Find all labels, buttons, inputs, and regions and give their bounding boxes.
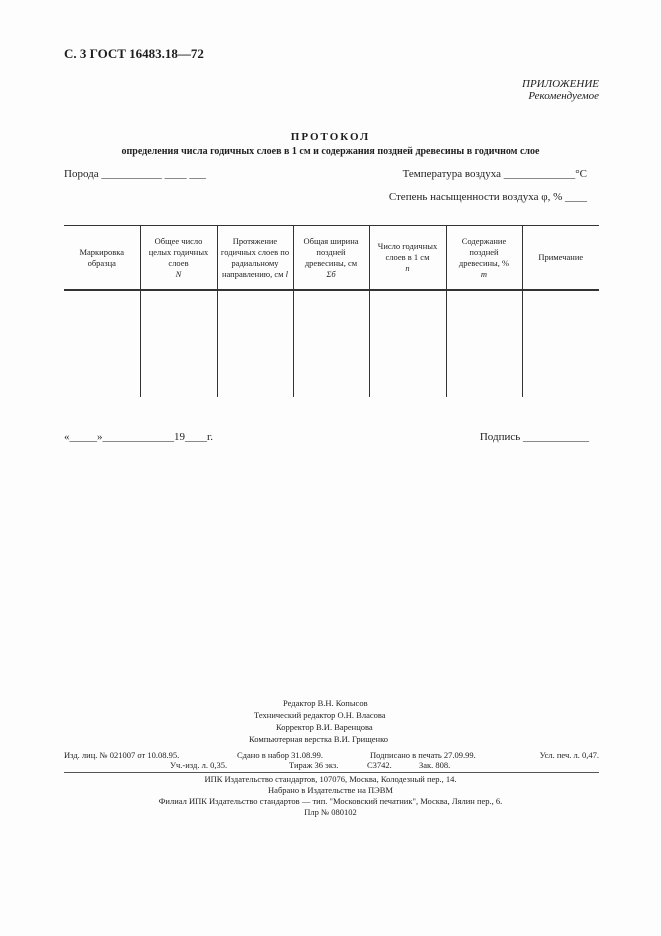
table-cell (446, 290, 522, 397)
column-header: Примечание (522, 226, 599, 291)
protocol-title: ПРОТОКОЛ (290, 131, 371, 143)
species-field: Порода ___________ ____ ___ (64, 168, 206, 180)
column-header: Число годичных слоев в 1 см n (369, 226, 446, 291)
imprint-code: С3742. (367, 760, 392, 770)
table-row (64, 290, 599, 397)
imprint-license: Изд. лиц. № 021007 от 10.08.95. (64, 750, 180, 760)
imprint-order: Зак. 808. (419, 760, 451, 770)
page-header: С. 3 ГОСТ 16483.18—72 (64, 46, 204, 61)
imprint-divider (64, 772, 599, 773)
table-cell (140, 290, 217, 397)
temperature-field: Температура воздуха _____________°С (402, 168, 587, 180)
credit-corrector: Корректор В.И. Варенцова (276, 722, 373, 732)
table-cell (369, 290, 446, 397)
appendix-title: ПРИЛОЖЕНИЕ (522, 78, 599, 90)
table-cell (522, 290, 599, 397)
date-line: «_____»_____________19____г. (64, 431, 214, 443)
appendix-note: Рекомендуемое (528, 90, 599, 102)
table-header-row (64, 226, 599, 291)
table-cell (293, 290, 369, 397)
column-header: Общая ширина поздней древесины, см Σб (293, 226, 369, 291)
humidity-field: Степень насыщенности воздуха φ, % ____ (388, 191, 587, 203)
publisher-line: Набрано в Издательстве на ПЭВМ (268, 785, 393, 795)
imprint-signed: Подписано в печать 27.09.99. (370, 750, 476, 760)
imprint-print-sheets: Усл. печ. л. 0,47. (539, 750, 599, 760)
table-cell (64, 290, 140, 397)
column-header: Содержание поздней древесины, % m (446, 226, 522, 291)
appendix-block (522, 78, 599, 102)
imprint-pub-sheets: Уч.-изд. л. 0,35. (170, 760, 228, 770)
publisher-line: ИПК Издательство стандартов, 107076, Москва, Колодезный пер., 14. (204, 774, 457, 784)
credit-tech-editor: Технический редактор О.Н. Власова (254, 710, 386, 720)
imprint-circulation: Тираж 36 экз. (289, 760, 339, 770)
credit-layout: Компьютерная верстка В.И. Грищенко (249, 734, 389, 744)
column-header: Общее число целых годичных слоев N (140, 226, 217, 291)
imprint-set: Сдано в набор 31.08.99. (237, 750, 323, 760)
column-header: Маркировка образца (64, 226, 140, 291)
protocol-subtitle: определения числа годичных слоев в 1 см и содержания поздней древесины в годичном слое (121, 146, 540, 157)
protocol-table (64, 225, 599, 397)
signature-line: Подпись ____________ (479, 431, 589, 443)
table-cell (217, 290, 293, 397)
publisher-line: Плр № 080102 (304, 807, 357, 817)
credit-editor: Редактор В.Н. Копысов (283, 698, 368, 708)
column-header: Протяжение годичных слоев по радиальному направлению, см l (217, 226, 293, 291)
publisher-line: Филиал ИПК Издательство стандартов — тип. "Московский печатник", Москва, Лялин пер., 6. (158, 796, 503, 806)
